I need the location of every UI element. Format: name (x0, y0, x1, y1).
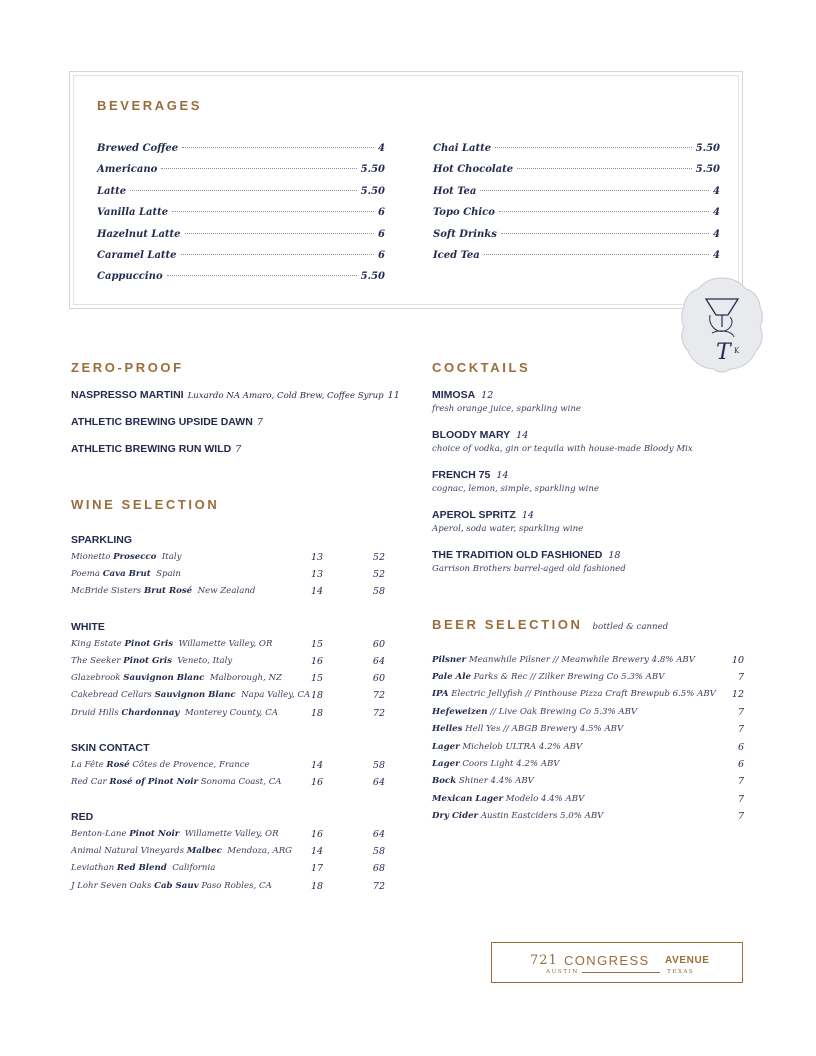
wine-row: J Lohr Seven Oaks Cab Sauv Paso Robles, CA 18 72 (71, 881, 385, 892)
cocktail-desc: cognac, lemon, simple, sparkling wine (432, 484, 600, 494)
wine-row: Mionetto Prosecco Italy 13 52 (71, 552, 385, 563)
zero-proof-title: ZERO-PROOF (71, 360, 184, 375)
wine-row: King Estate Pinot Gris Willamette Valley, OR 15 60 (71, 639, 385, 650)
bottle-price: 52 (372, 552, 385, 563)
leader-dots (499, 211, 709, 212)
beer-row: Helles Hell Yes // ABGB Brewery 4.5% ABV 7 (432, 724, 744, 735)
item-price: 14 (521, 510, 534, 521)
address-suffix: AVENUE (665, 955, 710, 966)
item-name: Hazelnut Latte (97, 228, 181, 240)
menu-item (433, 164, 720, 185)
beer-price: 7 (737, 811, 744, 822)
wine-row: Cakebread Cellars Sauvignon Blanc Napa Valley, CA 18 72 (71, 690, 385, 701)
address-street: CONGRESS (564, 953, 650, 968)
beer-price: 6 (737, 759, 744, 770)
glass-price: 16 (311, 829, 324, 840)
item-name: Brewed Coffee (97, 143, 179, 154)
beer-price: 7 (737, 707, 744, 718)
leader-dots (161, 168, 356, 169)
address-city: AUSTIN (546, 969, 579, 975)
item-name: Caramel Latte (97, 249, 177, 261)
item-price: 4 (713, 228, 720, 240)
leader-dots (484, 254, 709, 255)
glass-price: 15 (311, 673, 324, 684)
menu-item (97, 229, 385, 250)
beer-price: 7 (737, 672, 744, 683)
leader-dots (501, 233, 709, 234)
item-name: Hot Chocolate (433, 164, 514, 176)
leader-dots (181, 254, 375, 255)
item-name: Hot Tea (433, 185, 477, 197)
glass-price: 18 (311, 708, 324, 719)
bottle-price: 68 (372, 863, 385, 874)
bottle-price: 64 (372, 829, 385, 840)
item-price: 7 (256, 417, 263, 428)
item-name: NASPRESSO MARTINI (71, 389, 184, 401)
item-price: 5.50 (695, 164, 720, 176)
beer-row: Mexican Lager Modelo 4.4% ABV 7 (432, 794, 744, 805)
leader-dots (480, 190, 709, 191)
wine-row: The Seeker Pinot Gris Veneto, Italy 16 64 (71, 656, 385, 667)
zero-proof-item (71, 443, 241, 455)
menu-item (97, 271, 385, 292)
beer-price: 12 (731, 689, 744, 700)
wine-category-white: WHITE (71, 621, 105, 633)
cocktail-item: THE TRADITION OLD FASHIONED 18 (432, 549, 621, 561)
address-state: TEXAS (667, 969, 695, 975)
glass-price: 16 (311, 777, 324, 788)
cocktail-item: MIMOSA 12 (432, 389, 494, 401)
wine-selection-title: WINE SELECTION (71, 497, 220, 512)
zero-proof-item (71, 389, 400, 401)
menu-item (433, 250, 720, 271)
item-price: 18 (608, 550, 621, 561)
item-desc: Luxardo NA Amaro, Cold Brew, Coffee Syrup (187, 391, 384, 401)
bottle-price: 72 (372, 708, 385, 719)
leader-dots (182, 147, 374, 148)
menu-item (433, 207, 720, 228)
wine-row: Druid Hills Chardonnay Monterey County, CA 18 72 (71, 708, 385, 719)
wine-category-sparkling: SPARKLING (71, 534, 133, 546)
beverages-box (69, 71, 743, 309)
cocktail-item: BLOODY MARY 14 (432, 429, 529, 441)
bottle-price: 72 (372, 881, 385, 892)
cocktail-item: FRENCH 75 14 (432, 469, 509, 481)
cocktail-desc: fresh orange juice, sparkling wine (432, 404, 581, 414)
bottle-price: 72 (372, 690, 385, 701)
menu-item (97, 186, 385, 207)
item-name: Latte (97, 185, 127, 197)
cocktail-badge-logo (680, 275, 764, 375)
item-price: 6 (378, 249, 385, 261)
glass-price: 13 (311, 569, 324, 580)
item-price: 12 (481, 390, 494, 401)
glass-price: 14 (311, 586, 324, 597)
beer-row: Bock Shiner 4.4% ABV 7 (432, 776, 744, 787)
menu-item (97, 207, 385, 228)
glass-price: 17 (311, 863, 324, 874)
item-name: ATHLETIC BREWING UPSIDE DAWN (71, 416, 253, 428)
beverages-right-column (433, 143, 720, 271)
zero-proof-item (71, 416, 263, 428)
item-price: 4 (378, 143, 385, 154)
item-price: 5.50 (360, 164, 385, 176)
bottle-price: 58 (372, 586, 385, 597)
glass-price: 18 (311, 881, 324, 892)
item-name: Iced Tea (433, 249, 480, 261)
wine-row: Benton-Lane Pinot Noir Willamette Valley, OR 16 64 (71, 829, 385, 840)
beer-price: 7 (737, 776, 744, 787)
cocktail-desc: choice of vodka, gin or tequila with house-made Bloody Mix (432, 444, 693, 454)
item-price: 5.50 (360, 271, 385, 283)
beer-price: 7 (737, 794, 744, 805)
wine-row: Leviathan Red Blend California 17 68 (71, 863, 385, 874)
address-rule (582, 972, 660, 973)
leader-dots (495, 147, 692, 148)
bottle-price: 52 (372, 569, 385, 580)
glass-price: 18 (311, 690, 324, 701)
leader-dots (172, 211, 374, 212)
beer-row: Pilsner Meanwhile Pilsner // Meanwhile Brewery 4.8% ABV 10 (432, 655, 744, 666)
beer-subtitle: bottled & canned (592, 622, 669, 632)
bottle-price: 58 (372, 846, 385, 857)
wine-row: La Fête Rosé Côtes de Provence, France 14 58 (71, 760, 385, 771)
leader-dots (185, 233, 375, 234)
item-name: ATHLETIC BREWING RUN WILD (71, 443, 232, 455)
item-price: 6 (378, 207, 385, 219)
item-price: 6 (378, 228, 385, 240)
wine-category-red: RED (71, 811, 94, 823)
item-name: Americano (97, 164, 158, 176)
beverages-left-column (97, 143, 385, 293)
bottle-price: 60 (372, 639, 385, 650)
item-price: 4 (713, 207, 720, 219)
item-price: 5.50 (360, 185, 385, 197)
item-name: Chai Latte (433, 143, 492, 154)
beer-price: 10 (731, 655, 744, 666)
cocktail-desc: Aperol, soda water, sparkling wine (432, 524, 584, 534)
beer-row: IPA Electric Jellyfish // Pinthouse Pizza Craft Brewpub 6.5% ABV 12 (432, 689, 744, 700)
item-price: 4 (713, 249, 720, 261)
cocktails-title: COCKTAILS (432, 360, 531, 375)
monogram-small-letter: K (734, 347, 740, 355)
beer-row: Hefeweizen // Live Oak Brewing Co 5.3% ABV 7 (432, 707, 744, 718)
wine-category-skin-contact: SKIN CONTACT (71, 742, 150, 754)
item-price: 14 (496, 470, 509, 481)
bottle-price: 64 (372, 777, 385, 788)
glass-price: 14 (311, 760, 324, 771)
beverages-title: BEVERAGES (97, 98, 203, 113)
monogram-letter: T (716, 340, 731, 365)
menu-item (97, 143, 385, 164)
glass-price: 13 (311, 552, 324, 563)
item-price: 14 (516, 430, 529, 441)
item-price: 4 (713, 185, 720, 197)
address-number: 721 (530, 953, 558, 968)
glass-price: 14 (311, 846, 324, 857)
wine-row: Animal Natural Vineyards Malbec Mendoza, ARG 14 58 (71, 846, 385, 857)
glass-price: 15 (311, 639, 324, 650)
item-price: 11 (387, 390, 400, 401)
item-price: 7 (235, 444, 242, 455)
beer-selection-title: BEER SELECTION bottled & canned (432, 617, 669, 632)
beer-price: 7 (737, 724, 744, 735)
item-name: Topo Chico (433, 207, 495, 219)
item-name: Vanilla Latte (97, 207, 169, 219)
menu-item (97, 250, 385, 271)
beer-row: Pale Ale Parks & Rec // Zilker Brewing Co 5.3% ABV 7 (432, 672, 744, 683)
menu-item (97, 164, 385, 185)
cocktail-desc: Garrison Brothers barrel-aged old fashioned (432, 564, 626, 574)
address-block (491, 942, 743, 983)
menu-item (433, 143, 720, 164)
beer-row: Dry Cider Austin Eastciders 5.0% ABV 7 (432, 811, 744, 822)
beer-row: Lager Coors Light 4.2% ABV 6 (432, 759, 744, 770)
cocktail-item: APEROL SPRITZ 14 (432, 509, 534, 521)
bottle-price: 64 (372, 656, 385, 667)
bottle-price: 58 (372, 760, 385, 771)
wine-row: Poema Cava Brut Spain 13 52 (71, 569, 385, 580)
wine-row: Glazebrook Sauvignon Blanc Malborough, NZ 15 60 (71, 673, 385, 684)
wine-row: McBride Sisters Brut Rosé New Zealand 14 58 (71, 586, 385, 597)
item-name: Cappuccino (97, 271, 163, 283)
glass-price: 16 (311, 656, 324, 667)
item-price: 5.50 (695, 143, 720, 154)
wine-row: Red Car Rosé of Pinot Noir Sonoma Coast, CA 16 64 (71, 777, 385, 788)
beer-price: 6 (737, 742, 744, 753)
menu-item (433, 229, 720, 250)
beer-row: Lager Michelob ULTRA 4.2% ABV 6 (432, 742, 744, 753)
leader-dots (130, 190, 357, 191)
item-name: Soft Drinks (433, 228, 497, 240)
bottle-price: 60 (372, 673, 385, 684)
leader-dots (167, 275, 357, 276)
menu-item (433, 186, 720, 207)
leader-dots (517, 168, 692, 169)
